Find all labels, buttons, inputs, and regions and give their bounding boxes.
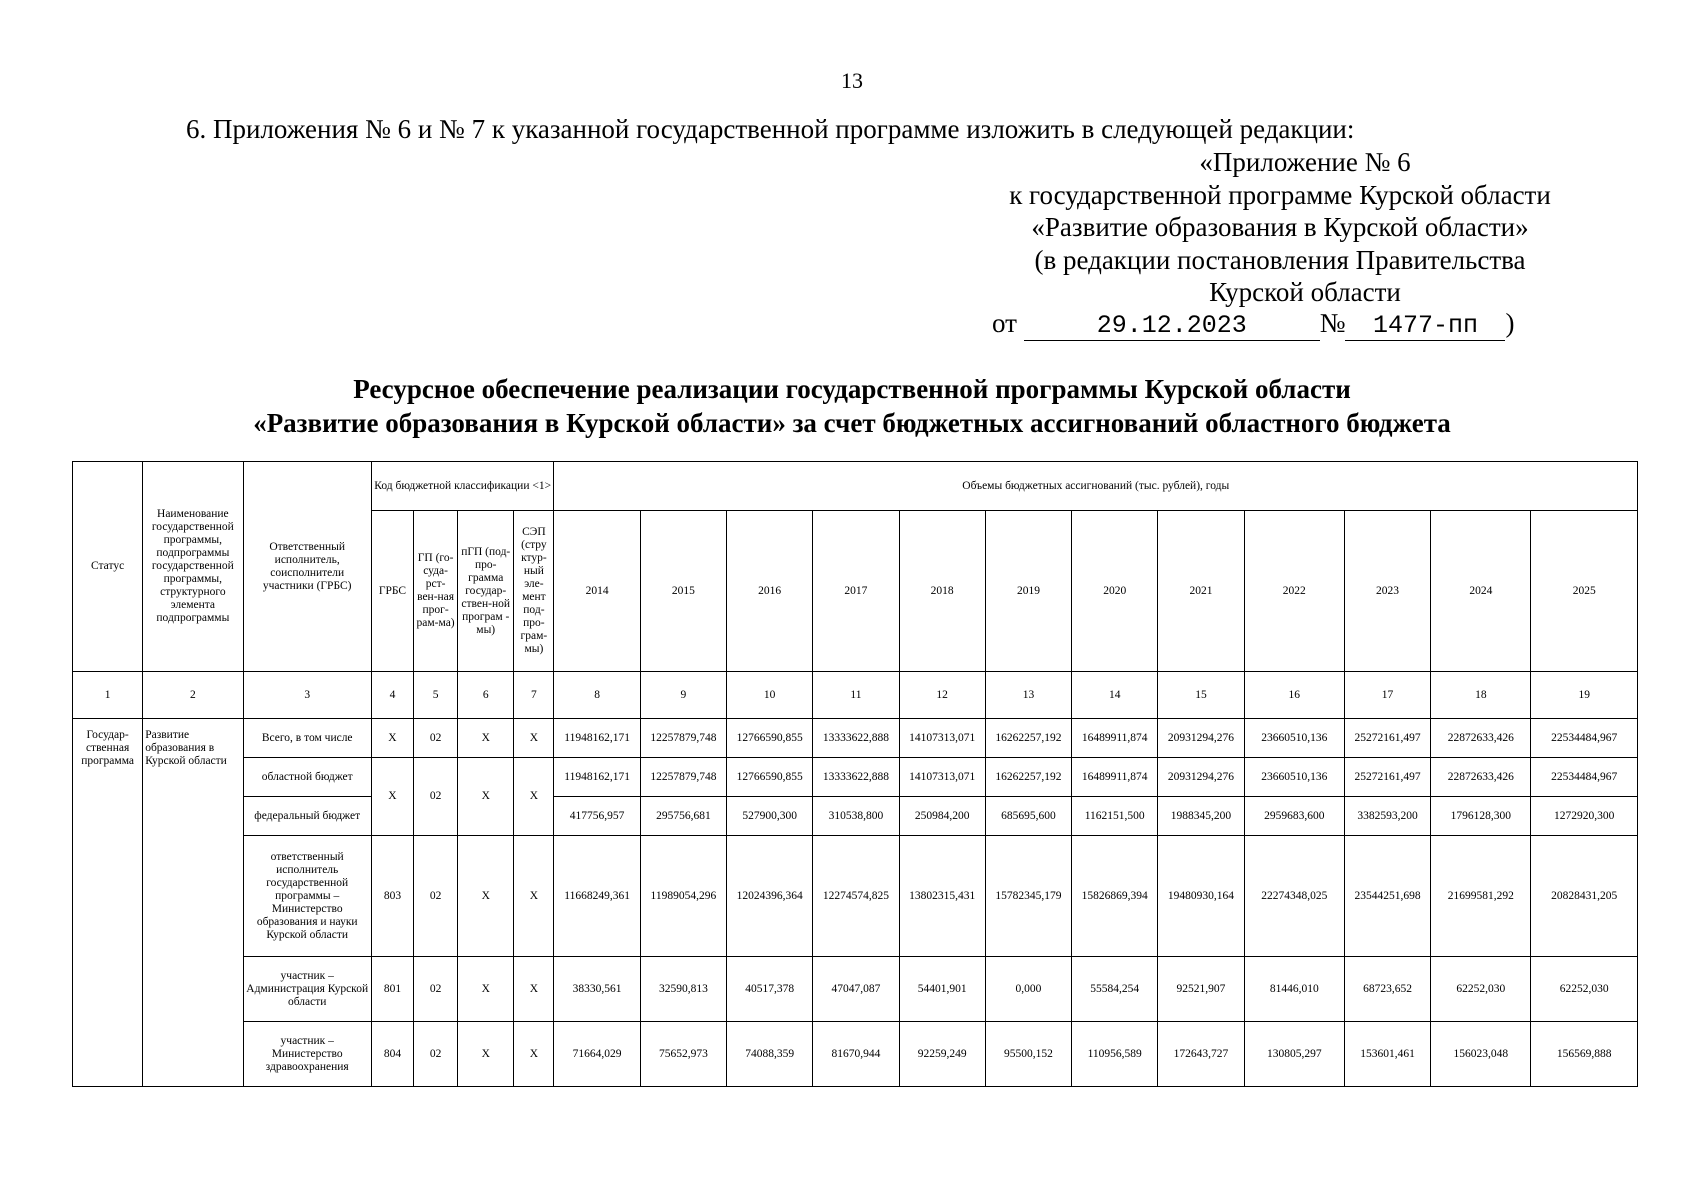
value-cell: 153601,461 [1344,1022,1430,1087]
date-prefix: от [992,308,1017,338]
value-cell: 13802315,431 [899,836,985,957]
header-pgp: пГП (под-про-грамма государ-ствен-ной програм - мы) [458,511,514,672]
column-number: 6 [458,672,514,719]
gp-cell: 02 [414,758,458,836]
value-cell: 685695,600 [985,797,1071,836]
intro-text: 6. Приложения № 6 и № 7 к указанной государственной программе изложить в следующей редакции: [186,114,1355,144]
grbs-cell: 801 [371,957,413,1022]
value-cell: 12257879,748 [640,758,726,797]
grbs-cell: 804 [371,1022,413,1087]
value-cell: 12257879,748 [640,719,726,758]
value-cell: 1272920,300 [1531,797,1638,836]
value-cell: 40517,378 [727,957,813,1022]
header-gp: ГП (го-суда-рст-вен-ная прог-рам-ма) [414,511,458,672]
value-cell: 15782345,179 [985,836,1071,957]
sep-cell: X [514,836,554,957]
sep-cell: X [514,957,554,1022]
value-cell: 19480930,164 [1158,836,1244,957]
value-cell: 23660510,136 [1244,719,1344,758]
value-cell: 22534484,967 [1531,719,1638,758]
header-year: 2015 [640,511,726,672]
value-cell: 75652,973 [640,1022,726,1087]
executor-cell: федеральный бюджет [243,797,371,836]
column-number: 4 [371,672,413,719]
value-cell: 156023,048 [1431,1022,1531,1087]
value-cell: 14107313,071 [899,719,985,758]
sep-cell: X [514,719,554,758]
sep-cell: X [514,1022,554,1087]
value-cell: 23660510,136 [1244,758,1344,797]
gp-cell: 02 [414,1022,458,1087]
value-cell: 20828431,205 [1531,836,1638,957]
column-number: 12 [899,672,985,719]
gp-cell: 02 [414,957,458,1022]
header-year: 2019 [985,511,1071,672]
value-cell: 13333622,888 [813,719,899,758]
column-number: 13 [985,672,1071,719]
value-cell: 55584,254 [1072,957,1158,1022]
value-cell: 16489911,874 [1072,719,1158,758]
grbs-cell: 803 [371,836,413,957]
gp-cell: 02 [414,836,458,957]
value-cell: 110956,589 [1072,1022,1158,1087]
header-grbs: ГРБС [371,511,413,672]
title-line-2: «Развитие образования в Курской области» за счет бюджетных ассигнований областного бюджета [253,408,1451,438]
pgp-cell: X [458,719,514,758]
value-cell: 74088,359 [727,1022,813,1087]
value-cell: 54401,901 [899,957,985,1022]
column-number: 2 [143,672,243,719]
document-title [0,372,1704,440]
header-year: 2014 [554,511,640,672]
sep-cell: X [514,758,554,836]
value-cell: 92521,907 [1158,957,1244,1022]
executor-cell: участник – Министерство здравоохранения [243,1022,371,1087]
resource-table [72,461,1638,1087]
value-cell: 47047,087 [813,957,899,1022]
value-cell: 62252,030 [1531,957,1638,1022]
header-name: Наименование государственной программы, подпрограммы государственной программы, структурного элемента подпрограммы [143,462,243,672]
column-number: 15 [1158,672,1244,719]
value-cell: 12024396,364 [727,836,813,957]
value-cell: 16262257,192 [985,719,1071,758]
grbs-cell: X [371,719,413,758]
decree-date: 29.12.2023 [1024,312,1320,341]
grbs-cell: X [371,758,413,836]
value-cell: 11668249,361 [554,836,640,957]
header-year: 2021 [1158,511,1244,672]
header-year: 2024 [1431,511,1531,672]
value-cell: 12274574,825 [813,836,899,957]
value-cell: 21699581,292 [1431,836,1531,957]
value-cell: 22274348,025 [1244,836,1344,957]
title-line-1: Ресурсное обеспечение реализации государственной программы Курской области [353,374,1351,404]
header-volumes: Объемы бюджетных ассигнований (тыс. рублей), годы [554,462,1638,511]
decree-number: 1477-пп [1345,312,1505,341]
pgp-cell: X [458,957,514,1022]
value-cell: 15826869,394 [1072,836,1158,957]
value-cell: 13333622,888 [813,758,899,797]
column-number: 17 [1344,672,1430,719]
header-executor: Ответственный исполнитель, соисполнители участники (ГРБС) [243,462,371,672]
pgp-cell: X [458,1022,514,1087]
value-cell: 81670,944 [813,1022,899,1087]
column-number: 7 [514,672,554,719]
page-number: 13 [841,68,863,93]
value-cell: 0,000 [985,957,1071,1022]
header-status: Статус [73,462,143,672]
value-cell: 68723,652 [1344,957,1430,1022]
table-row [73,719,1638,758]
program-name-cell: Развитие образования в Курской области [143,719,243,1087]
value-cell: 12766590,855 [727,758,813,797]
value-cell: 14107313,071 [899,758,985,797]
header-year: 2016 [727,511,813,672]
column-number: 18 [1431,672,1531,719]
value-cell: 2959683,600 [1244,797,1344,836]
value-cell: 71664,029 [554,1022,640,1087]
table-row [73,836,1638,957]
column-number-row [73,672,1638,719]
value-cell: 417756,957 [554,797,640,836]
appendix-line-5: Курской области [1209,277,1401,307]
header-year: 2017 [813,511,899,672]
table-row [73,797,1638,836]
column-number: 19 [1531,672,1638,719]
executor-cell: участник – Администрация Курской области [243,957,371,1022]
status-cell: Государ-ственная программа [73,719,143,1087]
header-year: 2020 [1072,511,1158,672]
column-number: 14 [1072,672,1158,719]
value-cell: 16262257,192 [985,758,1071,797]
value-cell: 16489911,874 [1072,758,1158,797]
executor-cell: ответственный исполнитель государственной программы – Министерство образования и науки Курской области [243,836,371,957]
column-number: 5 [414,672,458,719]
value-cell: 1162151,500 [1072,797,1158,836]
header-sep: СЭП (стру ктур-ный эле-мент под-про-грам-мы) [514,511,554,672]
decree-date-line [992,308,1514,341]
column-number: 11 [813,672,899,719]
column-number: 8 [554,672,640,719]
header-year: 2023 [1344,511,1430,672]
value-cell: 11948162,171 [554,719,640,758]
value-cell: 23544251,698 [1344,836,1430,957]
appendix-header [920,146,1640,309]
value-cell: 20931294,276 [1158,758,1244,797]
column-number: 9 [640,672,726,719]
value-cell: 38330,561 [554,957,640,1022]
value-cell: 11948162,171 [554,758,640,797]
column-number: 16 [1244,672,1344,719]
value-cell: 95500,152 [985,1022,1071,1087]
value-cell: 310538,800 [813,797,899,836]
value-cell: 22534484,967 [1531,758,1638,797]
value-cell: 11989054,296 [640,836,726,957]
value-cell: 81446,010 [1244,957,1344,1022]
value-cell: 295756,681 [640,797,726,836]
column-number: 1 [73,672,143,719]
number-prefix: № [1319,308,1346,338]
value-cell: 3382593,200 [1344,797,1430,836]
value-cell: 25272161,497 [1344,758,1430,797]
gp-cell: 02 [414,719,458,758]
value-cell: 20931294,276 [1158,719,1244,758]
table-row [73,957,1638,1022]
value-cell: 25272161,497 [1344,719,1430,758]
value-cell: 130805,297 [1244,1022,1344,1087]
value-cell: 1796128,300 [1431,797,1531,836]
appendix-line-3: «Развитие образования в Курской области» [1031,212,1529,242]
closing-bracket: ) [1505,308,1515,338]
header-kbk: Код бюджетной классификации <1> [371,462,554,511]
column-number: 3 [243,672,371,719]
header-year: 2022 [1244,511,1344,672]
value-cell: 92259,249 [899,1022,985,1087]
appendix-line-1: «Приложение № 6 [1199,147,1411,177]
value-cell: 22872633,426 [1431,758,1531,797]
table-row [73,1022,1638,1087]
pgp-cell: X [458,758,514,836]
value-cell: 527900,300 [727,797,813,836]
appendix-line-2: к государственной программе Курской области [1009,179,1551,210]
table-row [73,758,1638,797]
executor-cell: областной бюджет [243,758,371,797]
value-cell: 32590,813 [640,957,726,1022]
appendix-line-4: (в редакции постановления Правительства [1034,244,1526,275]
pgp-cell: X [458,836,514,957]
value-cell: 1988345,200 [1158,797,1244,836]
value-cell: 250984,200 [899,797,985,836]
value-cell: 22872633,426 [1431,719,1531,758]
value-cell: 62252,030 [1431,957,1531,1022]
value-cell: 12766590,855 [727,719,813,758]
header-year: 2025 [1531,511,1638,672]
column-number: 10 [727,672,813,719]
value-cell: 156569,888 [1531,1022,1638,1087]
value-cell: 172643,727 [1158,1022,1244,1087]
header-year: 2018 [899,511,985,672]
executor-cell: Всего, в том числе [243,719,371,758]
